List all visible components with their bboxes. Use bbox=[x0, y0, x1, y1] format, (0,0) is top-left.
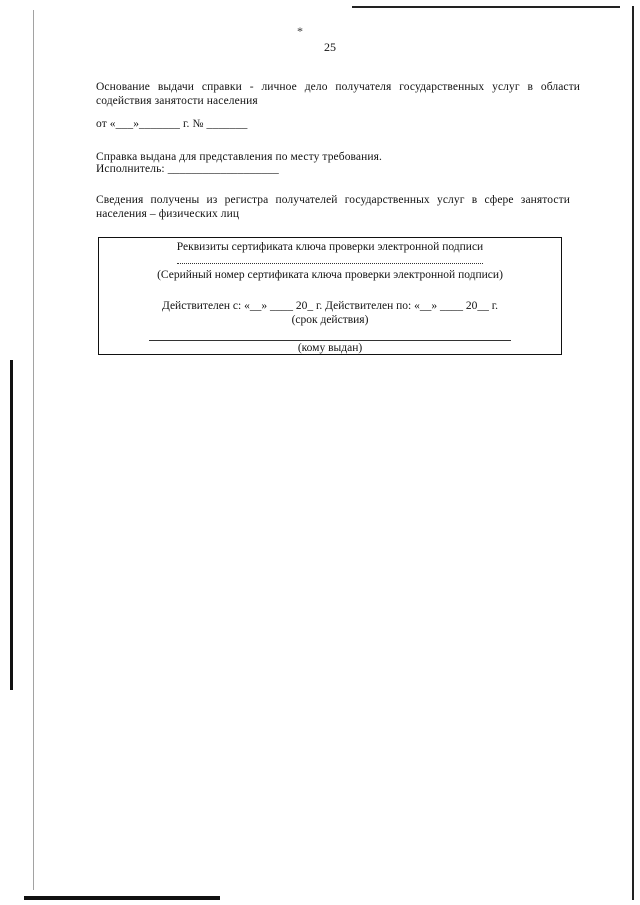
basis-line-2: содействия занятости населения bbox=[96, 95, 258, 107]
serial-number-caption: (Серийный номер сертификата ключа проверки электронной подписи) bbox=[157, 269, 503, 281]
page-mark: * bbox=[297, 24, 303, 38]
issued-for-line: Справка выдана для представления по месту требования. bbox=[96, 151, 383, 163]
certificate-box bbox=[98, 237, 562, 355]
serial-number-rule bbox=[177, 263, 483, 264]
scan-top-edge bbox=[352, 6, 620, 8]
page-number: 25 bbox=[324, 40, 336, 54]
validity-caption: (срок действия) bbox=[291, 314, 369, 326]
date-number-line: от «___»_______ г. № _______ bbox=[96, 118, 248, 130]
validity-line: Действителен с: «__» ____ 20_ г. Действителен по: «__» ____ 20__ г. bbox=[161, 300, 499, 312]
certificate-title: Реквизиты сертификата ключа проверки электронной подписи bbox=[176, 241, 484, 253]
issued-to-caption: (кому выдан) bbox=[297, 342, 363, 354]
scan-right-edge bbox=[632, 6, 634, 900]
source-line-2: населения – физических лиц bbox=[96, 208, 240, 220]
scan-left-bar bbox=[10, 360, 13, 690]
basis-paragraph bbox=[96, 80, 580, 108]
source-line-1: Сведения получены из регистра получателей государственных услуг в сфере занятости bbox=[96, 194, 570, 206]
scan-bottom-edge bbox=[24, 896, 220, 900]
executor-line: Исполнитель: ___________________ bbox=[96, 163, 279, 175]
basis-line-1: Основание выдачи справки - личное дело получателя государственных услуг в области bbox=[96, 81, 580, 93]
source-paragraph bbox=[96, 193, 570, 221]
scan-left-edge bbox=[33, 10, 34, 890]
